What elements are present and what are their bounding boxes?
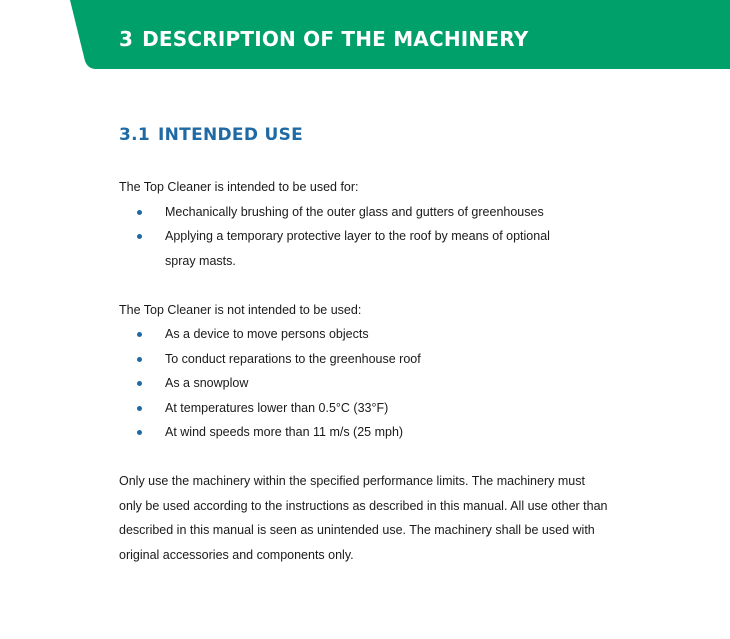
bullet-icon — [137, 381, 142, 386]
list-item-text: At wind speeds more than 11 m/s (25 mph) — [165, 425, 404, 439]
bullet-icon — [137, 406, 142, 411]
paragraph-spacer — [119, 273, 619, 298]
bullet-icon — [137, 234, 142, 239]
list-item-text: As a device to move persons objects — [165, 327, 369, 341]
list-item-text: Mechanically brushing of the outer glass and gutters of greenhouses — [165, 204, 544, 219]
section-number: 3.1 — [119, 125, 151, 145]
closing-paragraph: Only use the machinery within the specified performance limits. The machinery must only be used according to the instructions as described in this manual. All use other than described in this manual is seen as unintended use. The machinery shall be used with original accessories and components only. — [119, 474, 608, 562]
bullet-icon — [137, 332, 142, 337]
bullet-icon — [137, 357, 142, 362]
not-intended-use-list — [119, 322, 619, 445]
list-item — [119, 347, 619, 372]
list-item — [119, 396, 619, 421]
chapter-title — [119, 26, 528, 52]
section-title-text: INTENDED USE — [158, 125, 304, 145]
list-item-text: Applying a temporary protective layer to the roof by means of optional spray masts. — [165, 229, 550, 268]
chapter-title-text: DESCRIPTION OF THE MACHINERY — [142, 27, 529, 51]
not-intended-use-intro: The Top Cleaner is not intended to be used: — [119, 302, 362, 317]
chapter-banner — [0, 0, 730, 69]
bullet-icon — [137, 210, 142, 215]
list-item — [119, 371, 619, 396]
document-body — [119, 175, 619, 567]
list-item — [119, 322, 619, 347]
paragraph-spacer — [119, 445, 619, 470]
intended-use-intro: The Top Cleaner is intended to be used for: — [119, 180, 359, 194]
chapter-number: 3 — [119, 27, 134, 51]
list-item-text: To conduct reparations to the greenhouse roof — [165, 351, 421, 366]
section-title — [119, 124, 303, 146]
intended-use-list — [119, 200, 619, 274]
list-item — [119, 420, 619, 445]
list-item — [119, 200, 619, 225]
list-item-text: At temperatures lower than 0.5°C (33°F) — [165, 400, 389, 415]
bullet-icon — [137, 430, 142, 435]
list-item-text: As a snowplow — [165, 376, 249, 390]
list-item — [119, 224, 619, 273]
